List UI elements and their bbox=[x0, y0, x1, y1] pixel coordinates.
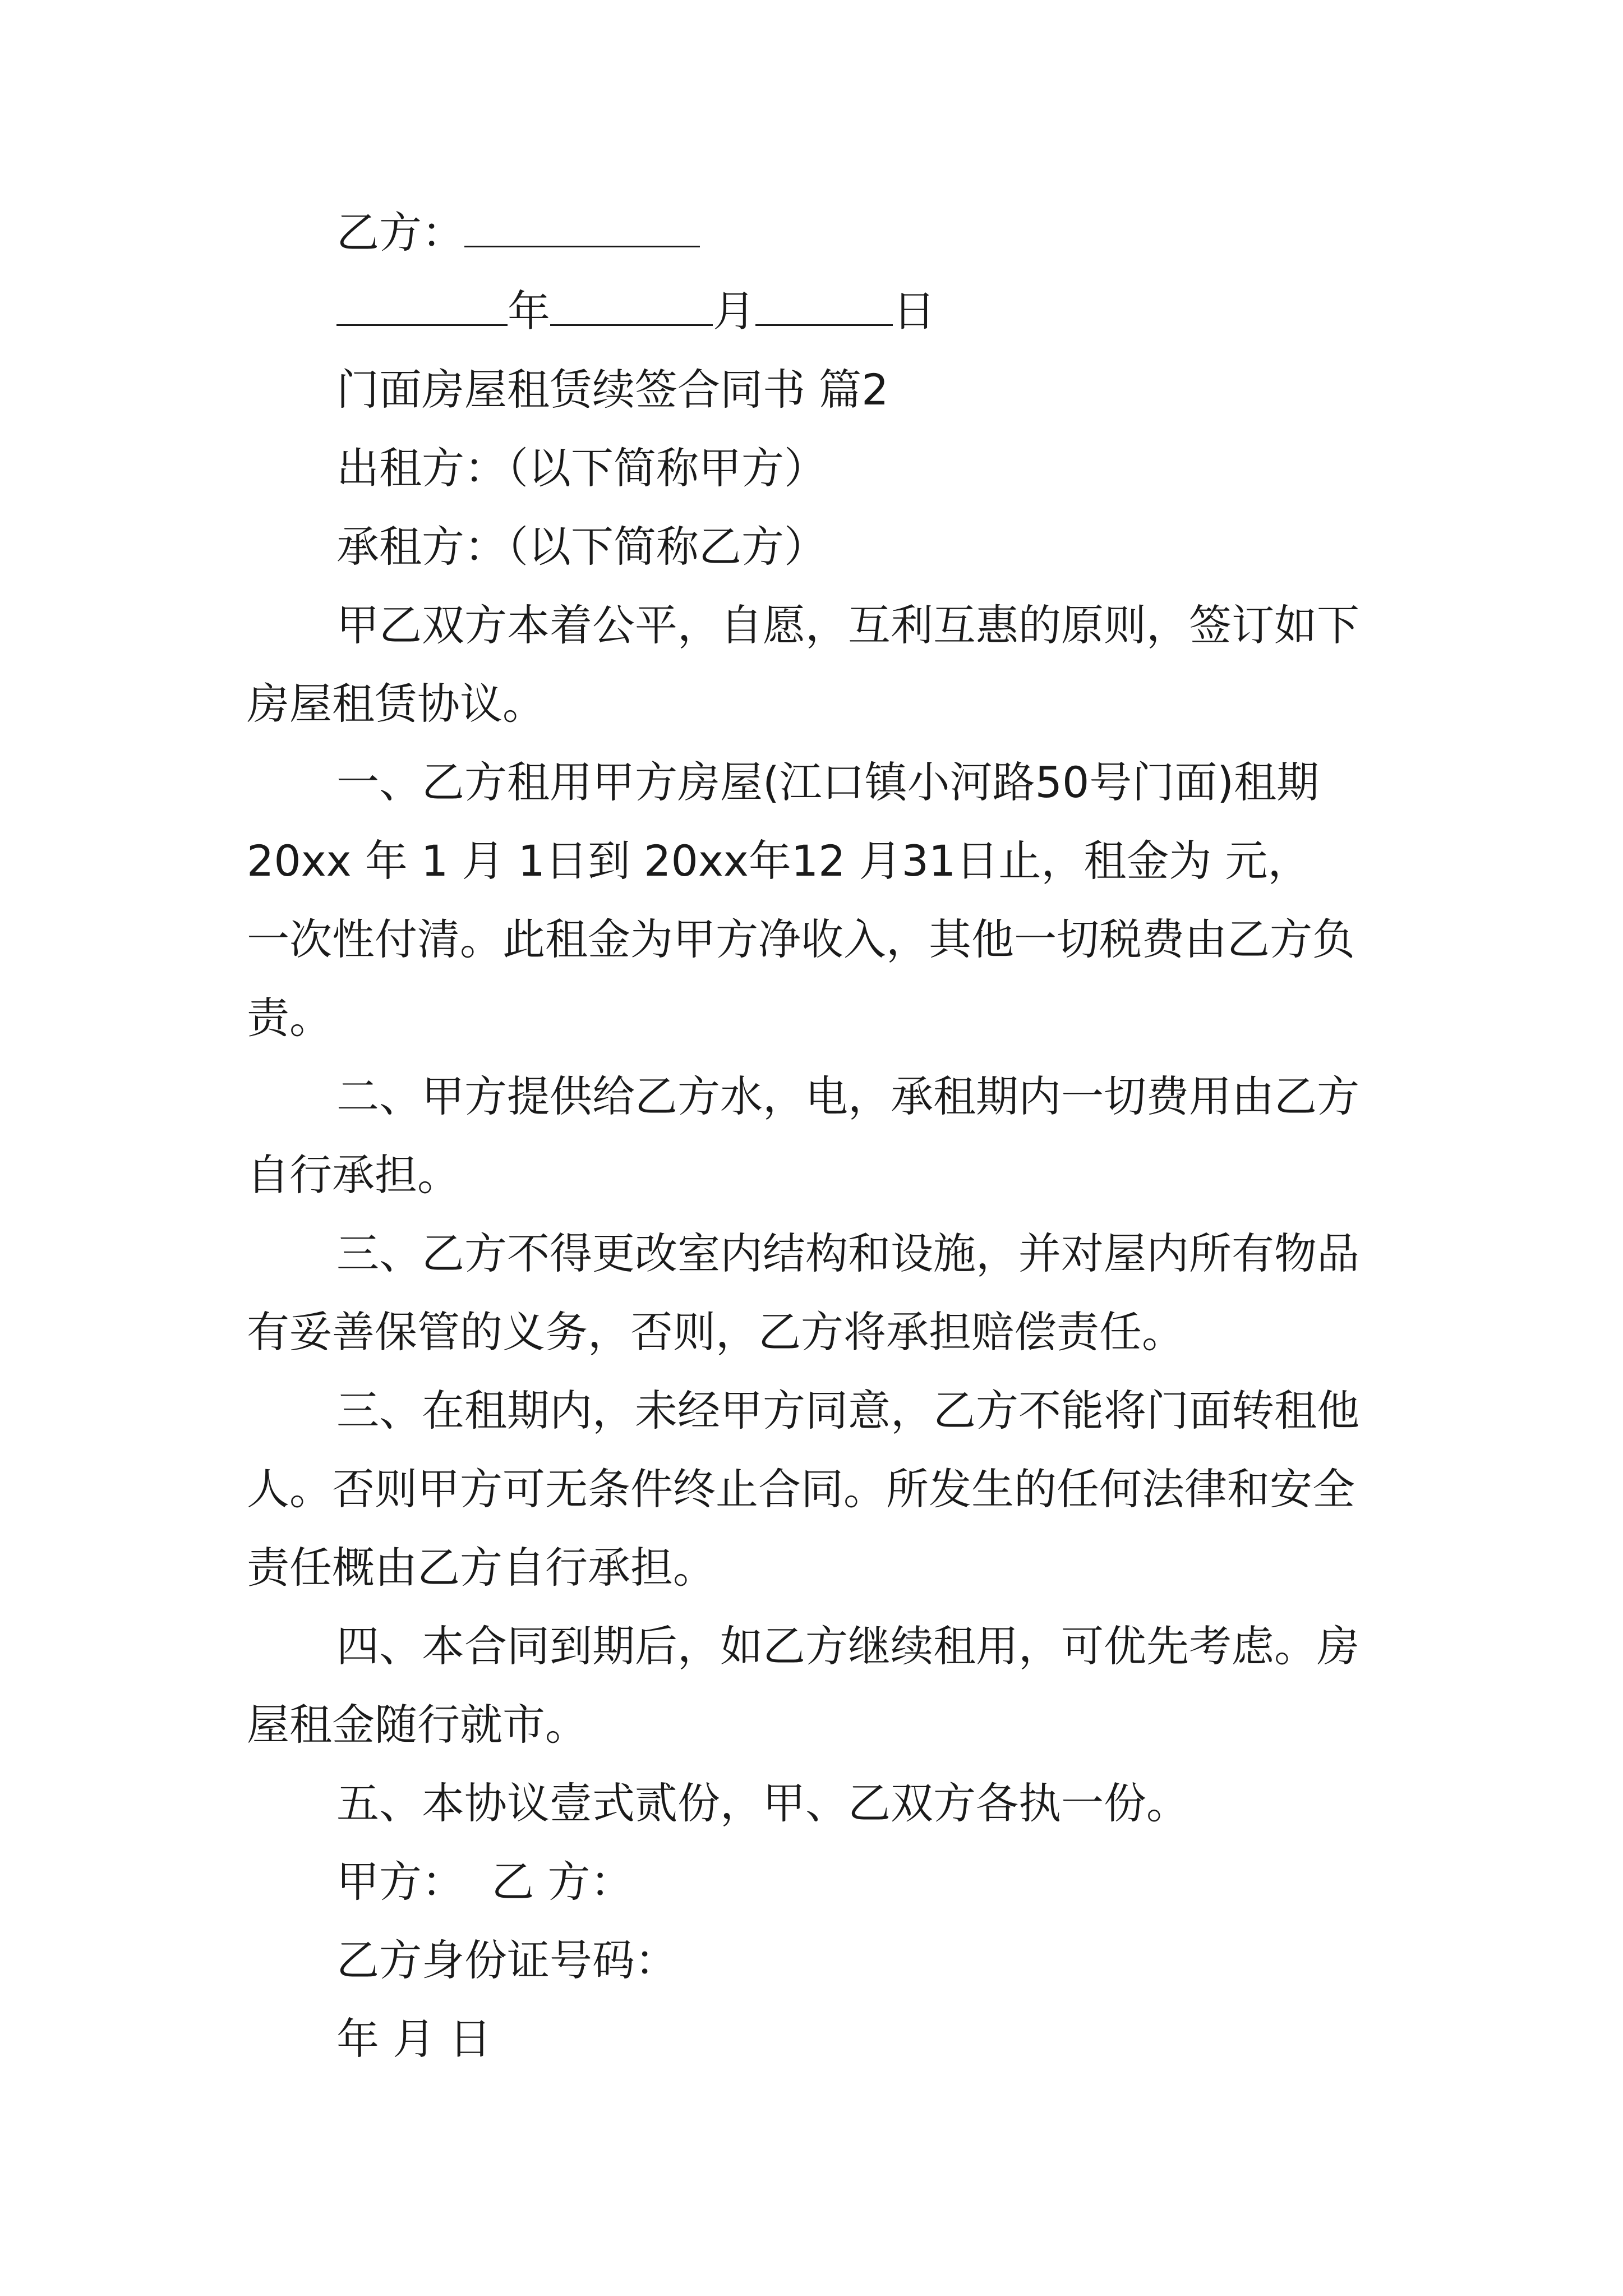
month-label: 月 bbox=[713, 286, 755, 336]
year-label: 年 bbox=[508, 286, 550, 336]
party-b-blank bbox=[464, 201, 700, 247]
lessor-line: 出租方：（以下简称甲方） bbox=[336, 443, 827, 493]
party-b-sign-line bbox=[336, 194, 700, 272]
month-blank bbox=[550, 279, 713, 326]
clause-3-line-1: 三、乙方不得更改室内结构和设施，并对屋内所有物品 bbox=[336, 1228, 1359, 1278]
clause-1-line-4: 责。 bbox=[247, 993, 332, 1043]
intro-line-2: 房屋租赁协议。 bbox=[247, 679, 545, 729]
intro-line-1: 甲乙双方本着公平，自愿，互利互惠的原则，签订如下 bbox=[336, 600, 1359, 650]
clause-5-line-2: 屋租金随行就市。 bbox=[247, 1700, 588, 1750]
signature-date: 年 月 日 bbox=[336, 2014, 492, 2064]
clause-4-line-1: 三、在租期内，未经甲方同意，乙方不能将门面转租他 bbox=[336, 1386, 1359, 1435]
signature-parties: 甲方： 乙 方： bbox=[336, 1857, 633, 1907]
clause-1-line-3: 一次性付清。此租金为甲方净收入，其他一切税费由乙方负 bbox=[247, 914, 1355, 964]
year-blank bbox=[336, 279, 508, 326]
page-title: 门面房屋租赁续签合同书 篇2 bbox=[336, 365, 889, 415]
lessee-line: 承租方：（以下简称乙方） bbox=[336, 522, 827, 572]
clause-2-line-2: 自行承担。 bbox=[247, 1150, 460, 1200]
clause-4-line-2: 人。否则甲方可无条件终止合同。所发生的任何法律和安全 bbox=[247, 1464, 1355, 1514]
clause-4-line-3: 责任概由乙方自行承担。 bbox=[247, 1543, 716, 1593]
clause-2-line-1: 二、甲方提供给乙方水，电，承租期内一切费用由乙方 bbox=[336, 1071, 1359, 1121]
party-b-label: 乙方： bbox=[336, 208, 464, 257]
clause-1-line-2: 20xx 年 1 月 1日到 20xx年12 月31日止，租金为 元， bbox=[247, 836, 1311, 886]
clause-1-line-1: 一、乙方租用甲方房屋(江口镇小河路50号门面)租期 bbox=[336, 757, 1320, 807]
clause-5-line-1: 四、本合同到期后，如乙方继续租用，可优先考虑。房 bbox=[336, 1621, 1359, 1671]
day-label: 日 bbox=[893, 286, 935, 336]
clause-6-line-1: 五、本协议壹式贰份，甲、乙双方各执一份。 bbox=[336, 1778, 1189, 1828]
clause-3-line-2: 有妥善保管的义务，否则，乙方将承担赔偿责任。 bbox=[247, 1307, 1184, 1357]
day-blank bbox=[755, 279, 893, 326]
party-b-id-label: 乙方身份证号码： bbox=[336, 1935, 677, 1985]
date-sign-line bbox=[336, 272, 935, 351]
